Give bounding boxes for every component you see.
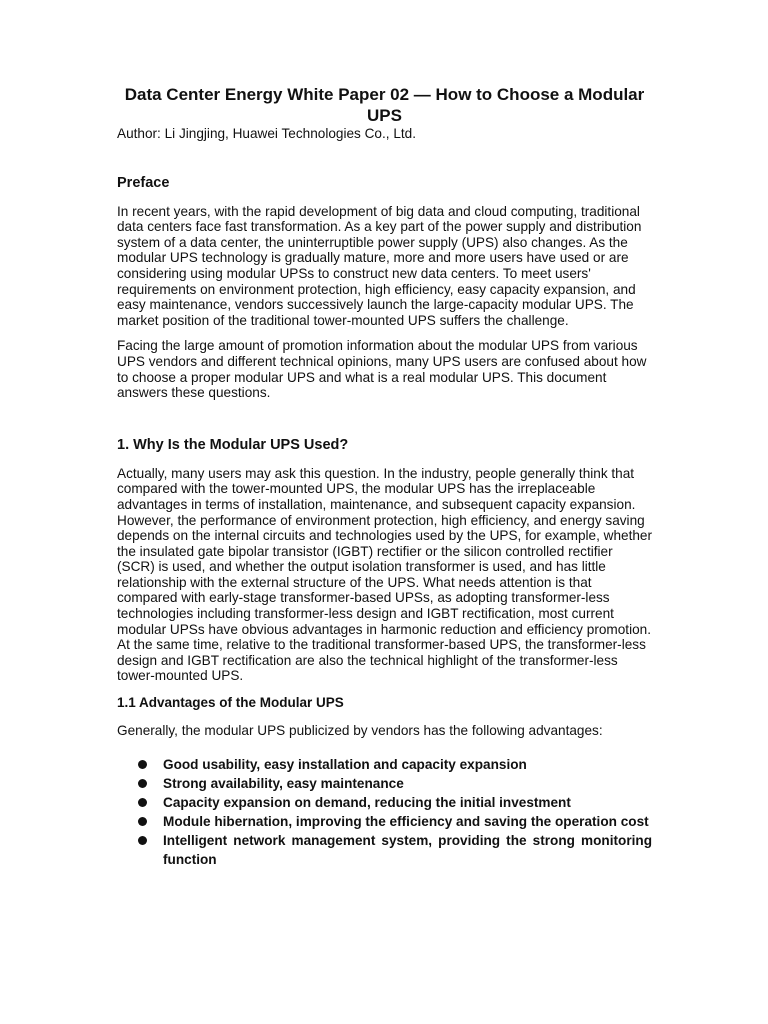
- section-1-heading: 1. Why Is the Modular UPS Used?: [117, 436, 349, 453]
- bullet-icon: [138, 779, 147, 788]
- list-item: [117, 793, 652, 812]
- author-line: Author: Li Jingjing, Huawei Technologies Co., Ltd.: [117, 126, 416, 141]
- bullet-icon: [138, 760, 147, 769]
- bullet-icon: [138, 836, 147, 845]
- list-item: [117, 774, 652, 793]
- preface-paragraph-2: Facing the large amount of promotion information about the modular UPS from various UPS vendors and different technical opinions, many UPS users are confused about how to choose a proper modular UPS and what is a real modular UPS. This document answers these questions.: [117, 338, 647, 401]
- document-title: Data Center Energy White Paper 02 — How to Choose a Modular UPS: [124, 85, 645, 125]
- list-item: [117, 831, 652, 869]
- list-item-text: Intelligent network management system, providing the strong monitoring function: [163, 832, 652, 867]
- list-item: [117, 755, 652, 774]
- preface-paragraph-1: In recent years, with the rapid development of big data and cloud computing, traditional data centers face fast transformation. As a key part of the power supply and distribution system of a data center, the uninterruptible power supply (UPS) also changes. As the modular UPS technology is gradually mature, more and more users have used or are considering using modular UPSs to construct new data centers. To meet users' requirements on environment protection, high efficiency, easy capacity expansion, and easy maintenance, vendors successively launch the large-capacity modular UPS. The market position of the traditional tower-mounted UPS suffers the challenge.: [117, 203, 642, 328]
- advantages-intro: Generally, the modular UPS publicized by vendors has the following advantages:: [117, 723, 603, 739]
- section-1-paragraph: Actually, many users may ask this question. In the industry, people generally think that compared with the tower-mounted UPS, the modular UPS has the irreplaceable advantages in terms of installation, maintenance, and subsequent capacity expansion. However, the performance of environment protection, high efficiency, and energy saving depends on the internal circuits and technologies used by the UPS, for example, whether the insulated gate bipolar transistor (IGBT) rectifier or the silicon controlled rectifier (SCR) is used, and whether the output isolation transformer is used, and has little relationship with the external structure of the UPS. What needs attention is that compared with early-stage transformer-based UPSs, as adopting transformer-less technologies including transformer-less design and IGBT rectification, most current modular UPSs have obvious advantages in harmonic reduction and efficiency promotion. At the same time, relative to the traditional transformer-based UPS, the transformer-less design and IGBT rectification are also the technical highlight of the transformer-less tower-mounted UPS.: [117, 465, 653, 684]
- list-item-text: Strong availability, easy maintenance: [163, 775, 404, 791]
- list-item: [117, 812, 652, 831]
- document-page: [117, 84, 652, 869]
- list-item-text: Module hibernation, improving the efficiency and saving the operation cost: [163, 813, 649, 829]
- list-item-text: Capacity expansion on demand, reducing the initial investment: [163, 794, 571, 810]
- list-item-text: Good usability, easy installation and capacity expansion: [163, 756, 527, 772]
- subsection-1-1-heading: 1.1 Advantages of the Modular UPS: [117, 695, 344, 711]
- preface-heading: Preface: [117, 174, 170, 191]
- bullet-icon: [138, 817, 147, 826]
- advantages-list: [117, 755, 652, 869]
- bullet-icon: [138, 798, 147, 807]
